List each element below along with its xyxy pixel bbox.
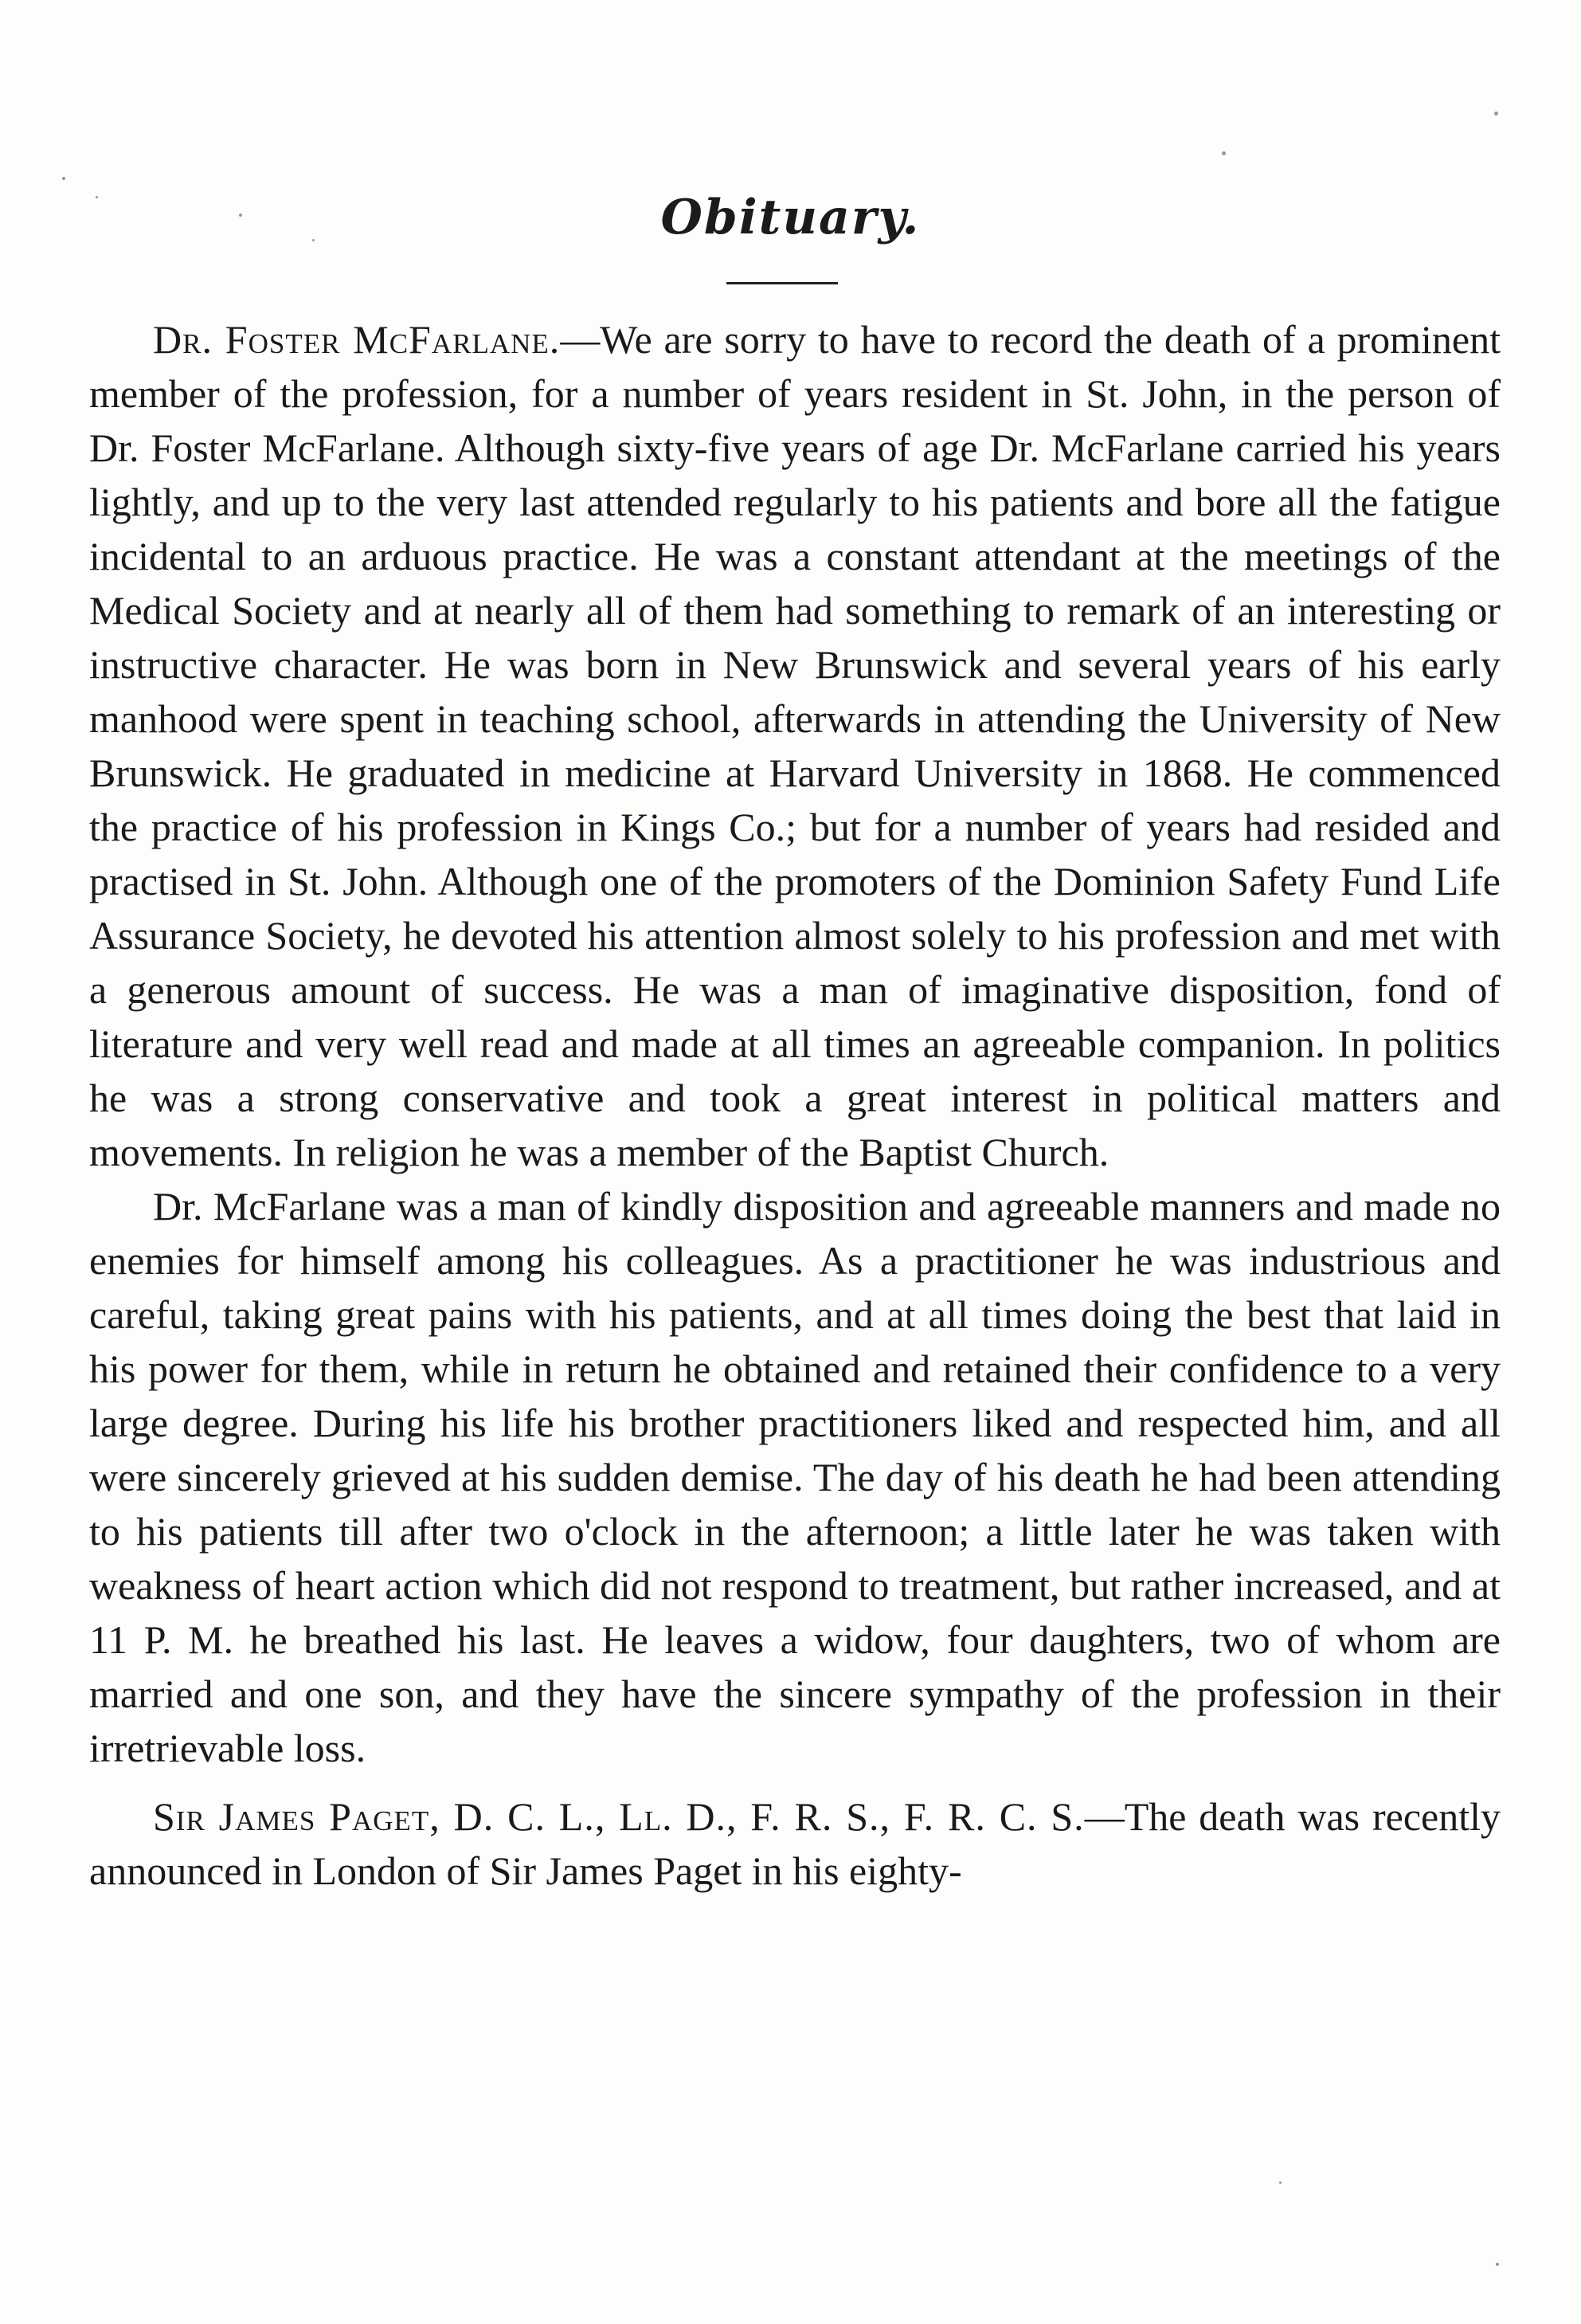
obituary-mcfarlane-paragraph-1 (89, 312, 1501, 1179)
article-body (89, 312, 1501, 1898)
paragraph-text: —We are sorry to have to record the death of a prominent member of the profession, for a number of years resident in St. John, in the person of Dr. Foster McFarlane. Although sixty-five years of age Dr. McFarlane carried his years lightly, and up to the very last attended regularly to his patients and bore all the fatigue incidental to an arduous practice. He was a constant attendant at the meetings of the Medical Society and at nearly all of them had something to remark of an interesting or instructive character. He was born in New Brunswick and several years of his early manhood were spent in teaching school, afterwards in attending the University of New Brunswick. He graduated in medicine at Harvard University in 1868. He commenced the practice of his profession in Kings Co.; but for a number of years had resided and practised in St. John. Although one of the promoters of the Dominion Safety Fund Life Assurance Society, he devoted his attention almost solely to his profession and met with a generous amount of success. He was a man of imaginative disposition, fond of literature and very well read and made at all times an agreeable companion. In politics he was a strong conservative and took a great interest in political matters and movements. In religion he was a member of the Baptist Church. (89, 317, 1501, 1174)
scan-speck (62, 177, 65, 180)
scan-speck (1494, 112, 1498, 116)
obituary-mcfarlane-paragraph-2 (89, 1179, 1501, 1775)
paragraph-text: —The death was recently announced in London of Sir James Paget in his eighty- (89, 1794, 1501, 1893)
scan-speck (312, 239, 315, 241)
scan-speck (1496, 2263, 1499, 2266)
paragraph-text: Dr. McFarlane was a man of kindly disposition and agreeable manners and made no enemies for himself among his colleagues. As a practitioner he was industrious and careful, taking great pains with his patients, and at all times doing the best that laid in his power for them, while in return he obtained and retained their confidence to a very large degree. During his life his brother practitioners liked and respected him, and all were sincerely grieved at his sudden demise. The day of his death he had been attending to his patients till after two o'clock in the afternoon; a little later he was taken with weakness of heart action which did not respond to treatment, but rather increased, and at 11 P. M. he breathed his last. He leaves a widow, four daughters, two of whom are married and one son, and they have the sincere sympathy of the profession in their irretrievable loss. (89, 1184, 1501, 1770)
title-rule (726, 282, 838, 284)
obituary-name: Dr. Foster McFarlane. (153, 317, 561, 362)
scan-speck (1222, 151, 1226, 155)
scan-speck (239, 214, 242, 217)
obituary-paget-paragraph-1 (89, 1789, 1501, 1898)
scan-speck (1279, 2181, 1282, 2184)
obituary-name: Sir James Paget, D. C. L., Ll. D., F. R. S., F. R. C. S. (153, 1794, 1085, 1839)
scan-speck (96, 196, 98, 198)
page-title: Obituary. (660, 190, 921, 245)
